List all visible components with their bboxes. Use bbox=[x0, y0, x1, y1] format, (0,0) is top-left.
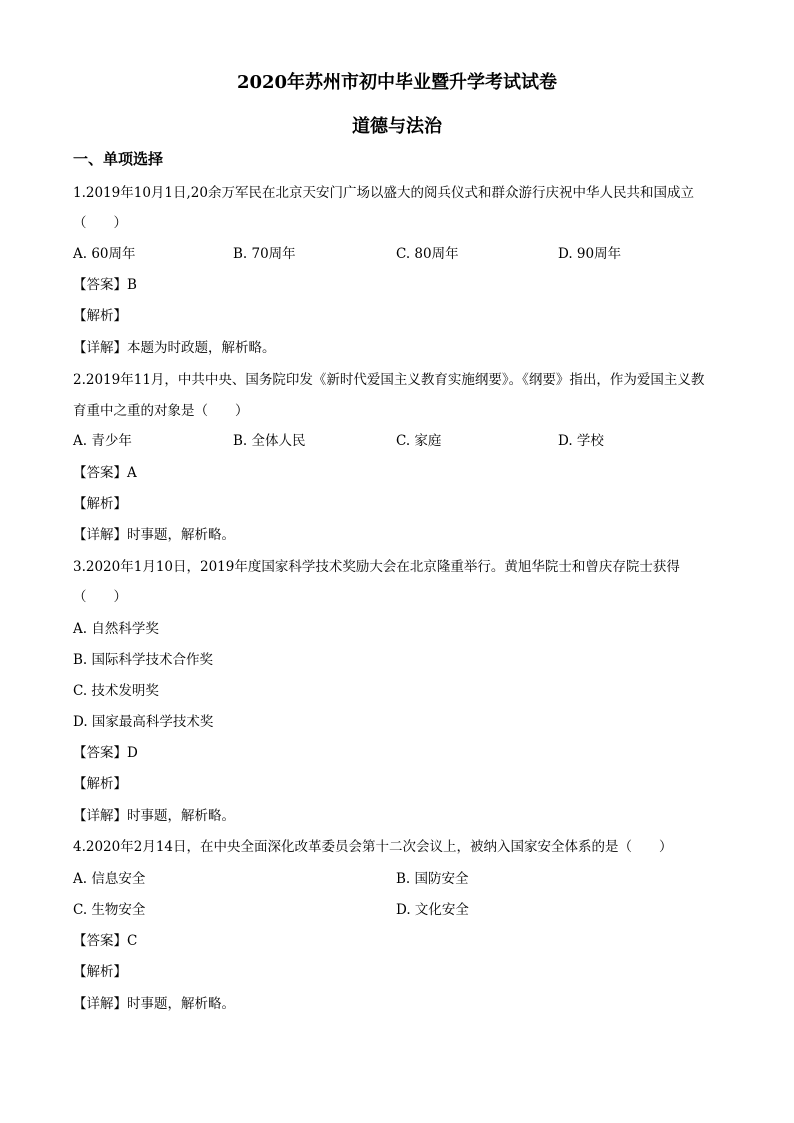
detail-text: 时事题，解析略。 bbox=[127, 527, 235, 543]
question-1-option-c: C. 80周年 bbox=[396, 246, 459, 262]
question-4-option-a: A. 信息安全 bbox=[73, 871, 146, 887]
question-4-detail bbox=[73, 995, 235, 1013]
question-2-stem: 2.2019年11月，中共中央、国务院印发《新时代爱国主义教育实施纲要》。《纲要》指出，作为爱国主义教 bbox=[73, 372, 705, 388]
question-1-option-a: A. 60周年 bbox=[73, 246, 136, 262]
question-1-detail bbox=[73, 339, 276, 357]
answer-value: A bbox=[127, 465, 137, 481]
detail-text: 时事题，解析略。 bbox=[127, 808, 235, 824]
detail-text: 本题为时政题，解析略。 bbox=[127, 340, 276, 356]
question-4-analysis-label: 【解析】 bbox=[73, 964, 127, 980]
question-1-analysis-label: 【解析】 bbox=[73, 308, 127, 324]
question-1-option-b: B. 70周年 bbox=[233, 246, 296, 262]
exam-title: 2020年苏州市初中毕业暨升学考试试卷 bbox=[236, 72, 558, 93]
question-3-option-d: D. 国家最高科学技术奖 bbox=[73, 714, 214, 730]
question-2-option-c: C. 家庭 bbox=[396, 433, 442, 449]
answer-value: B bbox=[127, 277, 137, 293]
question-3-answer bbox=[73, 744, 138, 762]
question-4-option-b: B. 国防安全 bbox=[396, 871, 469, 887]
answer-value: C bbox=[127, 933, 138, 949]
question-2-detail bbox=[73, 526, 235, 544]
question-3-option-c: C. 技术发明奖 bbox=[73, 683, 159, 699]
question-3-analysis-label: 【解析】 bbox=[73, 776, 127, 792]
answer-value: D bbox=[127, 745, 138, 761]
question-2-analysis-label: 【解析】 bbox=[73, 496, 127, 512]
question-1-stem: 1.2019年10月1日,20余万军民在北京天安门广场以盛大的阅兵仪式和群众游行庆祝中华人民共和国成立 bbox=[73, 185, 694, 201]
question-4-option-d: D. 文化安全 bbox=[396, 902, 469, 918]
answer-label: 【答案】 bbox=[73, 933, 127, 949]
question-4-stem: 4.2020年2月14日，在中央全面深化改革委员会第十二次会议上，被纳入国家安全体系的是（ ） bbox=[73, 839, 673, 855]
question-2-stem-cont: 育重中之重的对象是（ ） bbox=[73, 403, 249, 419]
exam-subject: 道德与法治 bbox=[352, 116, 442, 137]
question-4-option-c: C. 生物安全 bbox=[73, 902, 146, 918]
question-2-option-b: B. 全体人民 bbox=[233, 433, 306, 449]
question-1-option-d: D. 90周年 bbox=[558, 246, 622, 262]
detail-label: 【详解】 bbox=[73, 527, 127, 543]
detail-label: 【详解】 bbox=[73, 340, 127, 356]
detail-label: 【详解】 bbox=[73, 996, 127, 1012]
question-1-blank: （ ） bbox=[73, 215, 127, 231]
detail-label: 【详解】 bbox=[73, 808, 127, 824]
answer-label: 【答案】 bbox=[73, 465, 127, 481]
question-3-detail bbox=[73, 807, 235, 825]
question-3-blank: （ ） bbox=[73, 589, 127, 605]
detail-text: 时事题，解析略。 bbox=[127, 996, 235, 1012]
question-2-option-a: A. 青少年 bbox=[73, 433, 132, 449]
section-title: 一、单项选择 bbox=[73, 150, 164, 168]
question-4-answer bbox=[73, 932, 137, 950]
question-2-option-d: D. 学校 bbox=[558, 433, 604, 449]
answer-label: 【答案】 bbox=[73, 745, 127, 761]
question-3-option-a: A. 自然科学奖 bbox=[73, 621, 159, 637]
question-3-option-b: B. 国际科学技术合作奖 bbox=[73, 652, 214, 668]
question-1-answer bbox=[73, 276, 137, 294]
answer-label: 【答案】 bbox=[73, 277, 127, 293]
question-2-answer bbox=[73, 464, 137, 482]
question-3-stem: 3.2020年1月10日，2019年度国家科学技术奖励大会在北京隆重举行。黄旭华院士和曾庆存院士获得 bbox=[73, 559, 680, 575]
